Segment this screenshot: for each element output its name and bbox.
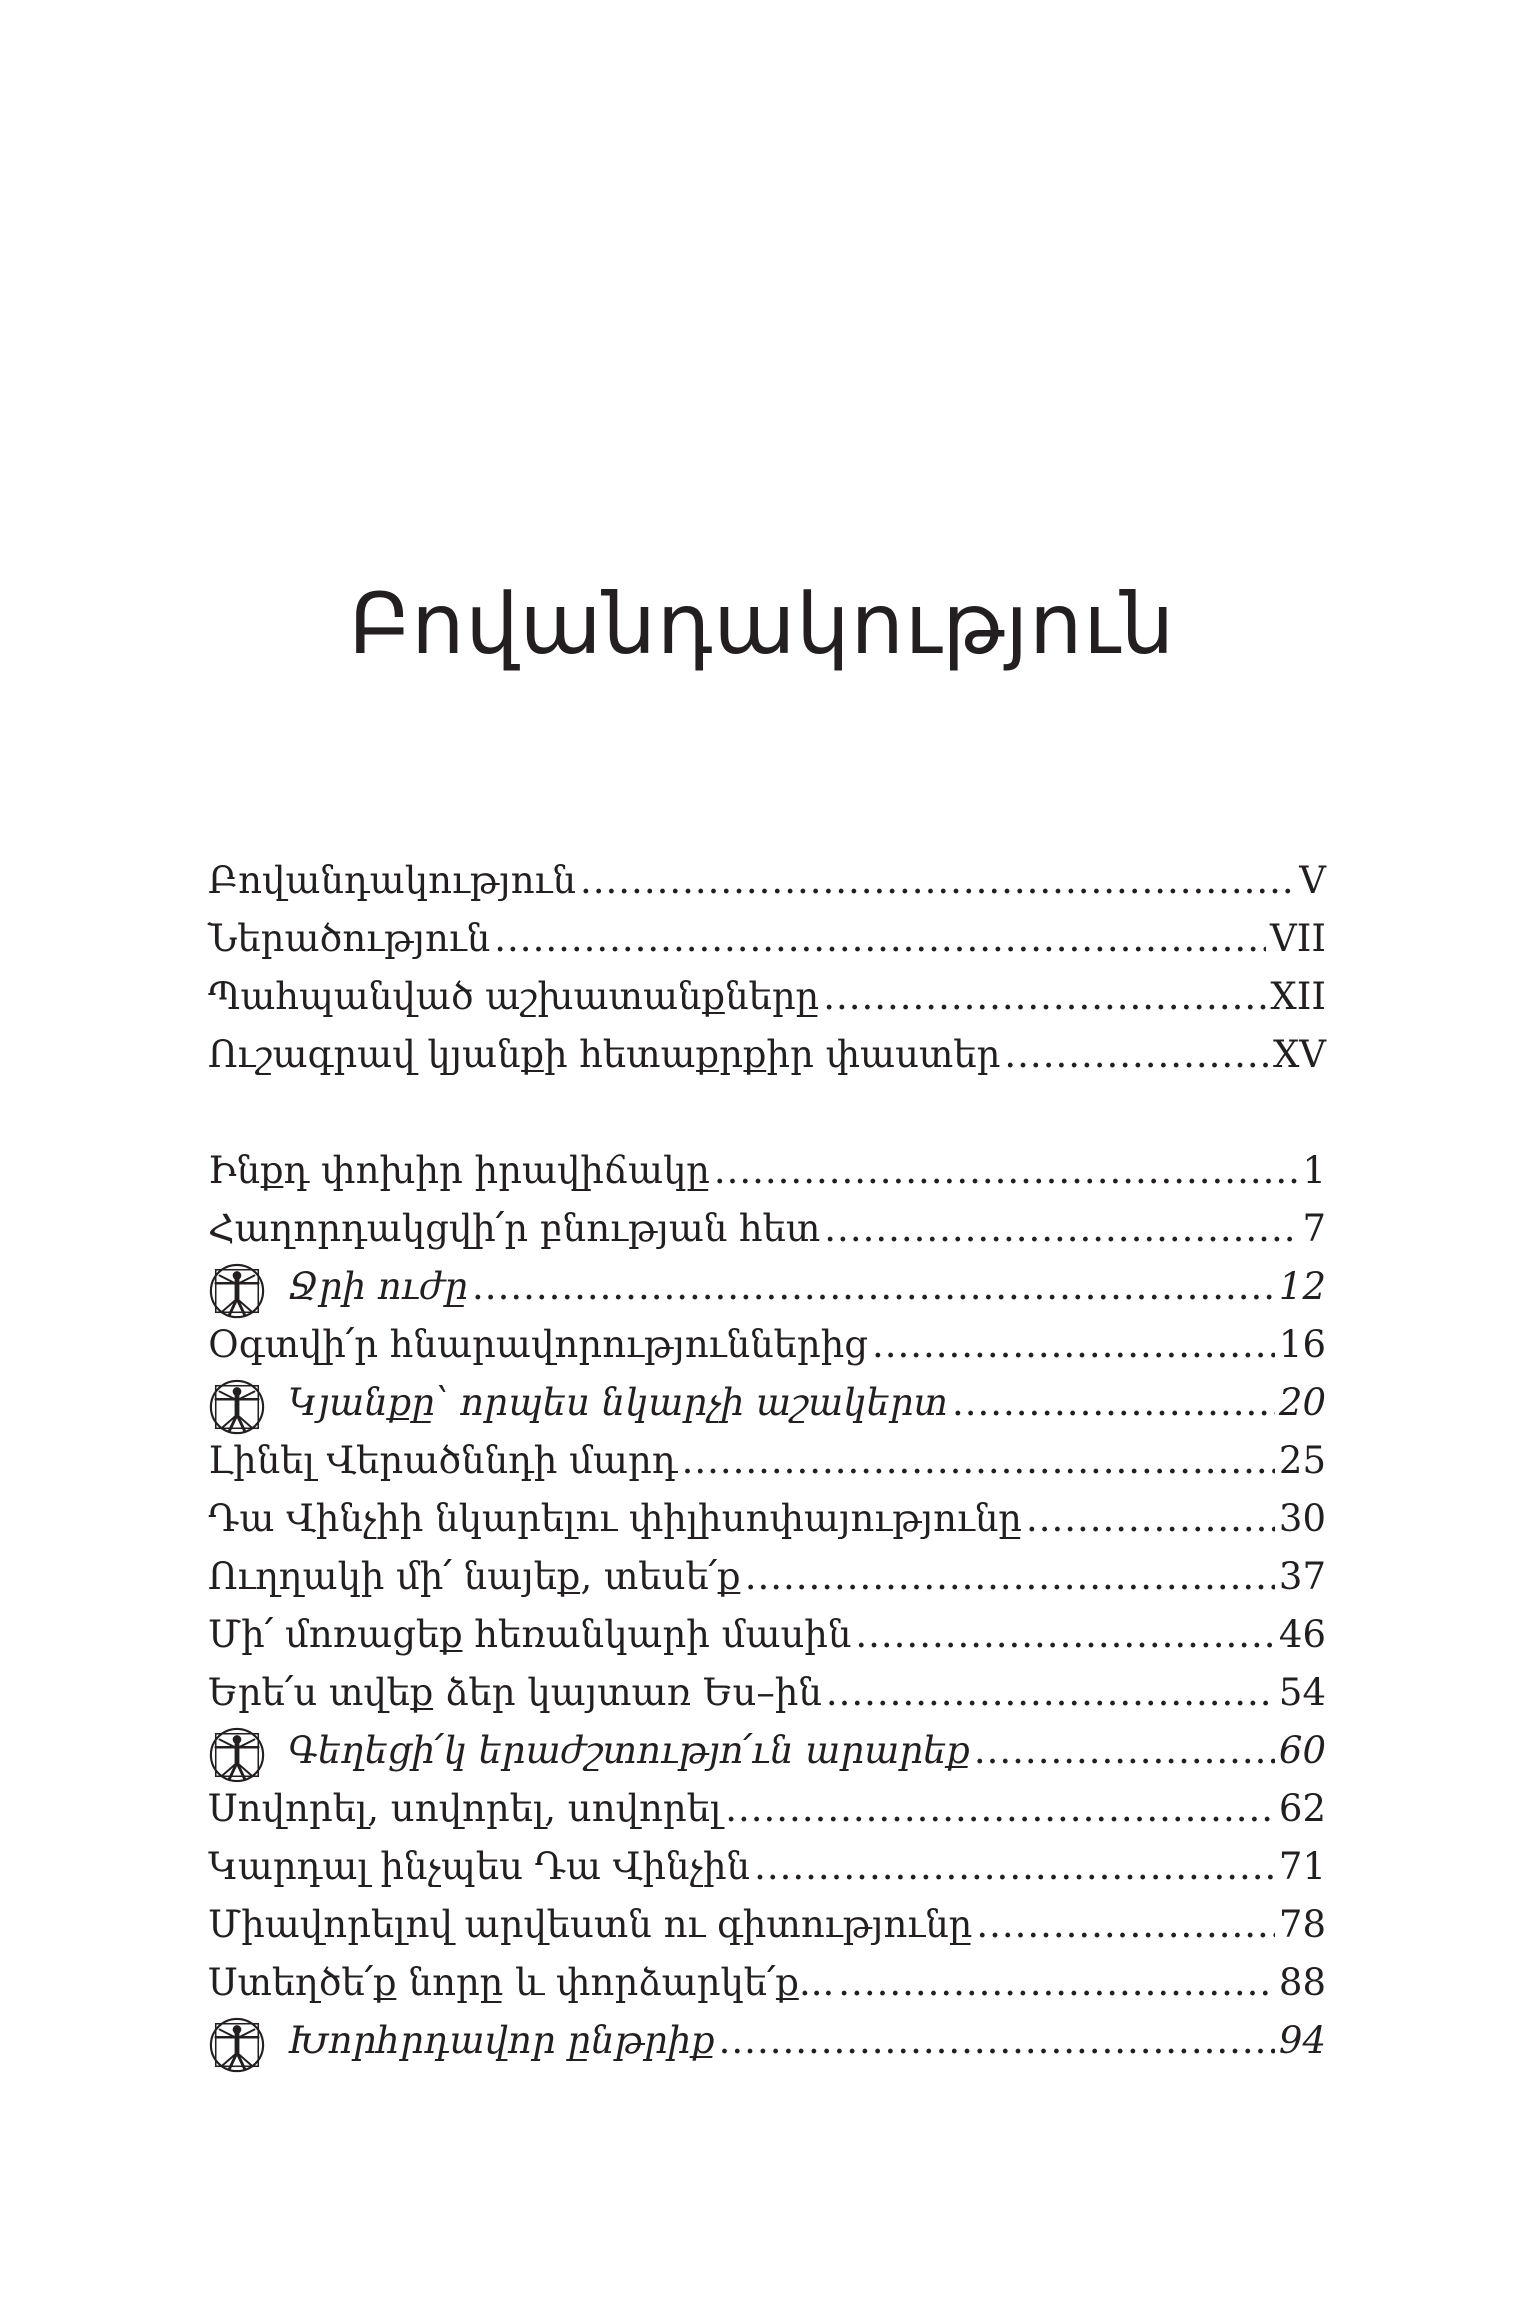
dot-leader xyxy=(682,1432,1275,1490)
dot-leader xyxy=(472,1258,1275,1316)
dot-leader xyxy=(976,1896,1275,1954)
chapter-entry-page-number: 62 xyxy=(1278,1787,1326,1830)
chapter-entry-page-number: 25 xyxy=(1278,1439,1326,1482)
chapter-entry xyxy=(208,1722,1326,1780)
dot-leader xyxy=(952,1374,1275,1432)
chapter-entry xyxy=(208,1490,1326,1548)
dot-leader xyxy=(725,1780,1275,1838)
chapter-entry-title: Մի՛ մոռացեք հեռանկարի մասին xyxy=(208,1613,852,1656)
chapter-entry-page-number: 37 xyxy=(1278,1555,1326,1598)
front-matter-entry-title: Պահպանված աշխատանքները xyxy=(208,975,820,1018)
chapter-entry-title: Ուղղակի մի՛ նայեք, տեսե՛ք xyxy=(208,1555,741,1598)
dot-leader xyxy=(824,1200,1298,1258)
chapter-entry-title: Ինքդ փոխիր իրավիճակը xyxy=(208,1149,710,1192)
page-title: Բովանդակություն xyxy=(348,575,1176,673)
dot-leader xyxy=(754,1838,1275,1896)
chapter-entry xyxy=(208,1316,1326,1374)
dot-leader xyxy=(872,1316,1275,1374)
chapter-entry xyxy=(208,2012,1326,2070)
chapter-entry-page-number: 30 xyxy=(1278,1497,1326,1540)
dot-leader xyxy=(494,910,1266,968)
chapter-entry-title: Ջրի ուժը xyxy=(288,1265,469,1308)
chapter-entry-title: Կյանքը՝ որպես նկարչի աշակերտ xyxy=(288,1381,948,1424)
chapter-entry-page-number: 54 xyxy=(1278,1671,1326,1714)
chapter-entry xyxy=(208,1200,1326,1258)
chapter-entry-page-number: 88 xyxy=(1278,1961,1326,2004)
chapter-entry xyxy=(208,1548,1326,1606)
chapter-entry xyxy=(208,1954,1326,2012)
dot-leader xyxy=(974,1722,1275,1780)
front-matter-entry-title: Ներածություն xyxy=(208,917,491,960)
chapter-entry-page-number: 46 xyxy=(1278,1613,1326,1656)
front-matter-entry xyxy=(208,968,1326,1026)
chapter-entry-page-number: 71 xyxy=(1278,1845,1326,1888)
dot-leader xyxy=(838,1954,1275,2012)
chapter-entry-title: Երե՛ս տվեք ձեր կայտառ Ես–ին xyxy=(208,1671,822,1714)
dot-leader xyxy=(714,1142,1299,1200)
dot-leader xyxy=(580,852,1295,910)
chapter-entry-page-number: 1 xyxy=(1302,1149,1326,1192)
front-matter-entry-page-number: V xyxy=(1299,859,1326,902)
chapter-entry xyxy=(208,1780,1326,1838)
chapter-entry xyxy=(208,1432,1326,1490)
table-of-contents xyxy=(208,852,1326,2070)
front-matter-entry xyxy=(208,1026,1326,1084)
dot-leader xyxy=(719,2012,1275,2070)
chapter-entry-page-number: 16 xyxy=(1278,1323,1326,1366)
vitruvian-man-icon xyxy=(208,1378,266,1436)
chapter-entry-page-number: 78 xyxy=(1278,1903,1326,1946)
chapter-entry-page-number: 94 xyxy=(1278,2019,1326,2062)
chapter-entry-page-number: 12 xyxy=(1278,1265,1326,1308)
chapter-entry xyxy=(208,1606,1326,1664)
chapter-entry-title: Խորհրդավոր ընթրիք xyxy=(288,2019,715,2062)
chapter-entry-title: Գեղեցի՛կ երաժշտությո՛ւն արարեք xyxy=(288,1729,970,1772)
dot-leader xyxy=(826,1664,1275,1722)
chapter-entry-title: Ստեղծե՛ք նորը և փորձարկե՛ք... xyxy=(208,1961,835,2004)
chapter-entry xyxy=(208,1838,1326,1896)
chapter-entry xyxy=(208,1664,1326,1722)
front-matter-entry xyxy=(208,852,1326,910)
chapter-list xyxy=(208,1142,1326,2070)
chapter-entry-page-number: 7 xyxy=(1302,1207,1326,1250)
chapter-entry xyxy=(208,1142,1326,1200)
chapter-entry-page-number: 20 xyxy=(1278,1381,1326,1424)
front-matter-entry-title: Բովանդակություն xyxy=(208,859,577,902)
chapter-entry xyxy=(208,1374,1326,1432)
dot-leader xyxy=(823,968,1266,1026)
chapter-entry xyxy=(208,1896,1326,1954)
dot-leader xyxy=(855,1606,1275,1664)
front-matter-entry-page-number: XV xyxy=(1272,1033,1326,1076)
vitruvian-man-icon xyxy=(208,1262,266,1320)
chapter-entry-title: Հաղորդակցվի՛ր բնության հետ xyxy=(208,1207,821,1250)
front-matter-entry xyxy=(208,910,1326,968)
dot-leader xyxy=(1026,1490,1275,1548)
chapter-entry xyxy=(208,1258,1326,1316)
chapter-entry-title: Միավորելով արվեստն ու գիտությունը xyxy=(208,1903,973,1946)
front-matter-entry-title: Ուշագրավ կյանքի հետաքրքիր փաստեր xyxy=(208,1033,1001,1076)
dot-leader xyxy=(1004,1026,1269,1084)
front-matter-entry-page-number: XII xyxy=(1270,975,1326,1018)
chapter-entry-title: Լինել Վերածննդի մարդ xyxy=(208,1439,678,1482)
chapter-entry-title: Սովորել, սովորել, սովորել xyxy=(208,1787,722,1830)
vitruvian-man-icon xyxy=(208,2016,266,2074)
vitruvian-man-icon xyxy=(208,1726,266,1784)
chapter-entry-page-number: 60 xyxy=(1278,1729,1326,1772)
dot-leader xyxy=(745,1548,1275,1606)
chapter-entry-title: Դա Վինչիի նկարելու փիլիսոփայությունը xyxy=(208,1497,1022,1540)
front-matter-list xyxy=(208,852,1326,1084)
front-matter-entry-page-number: VII xyxy=(1270,917,1326,960)
chapter-entry-title: Օգտվի՛ր հնարավորություններից xyxy=(208,1323,868,1366)
chapter-entry-title: Կարդալ ինչպես Դա Վինչին xyxy=(208,1845,751,1888)
